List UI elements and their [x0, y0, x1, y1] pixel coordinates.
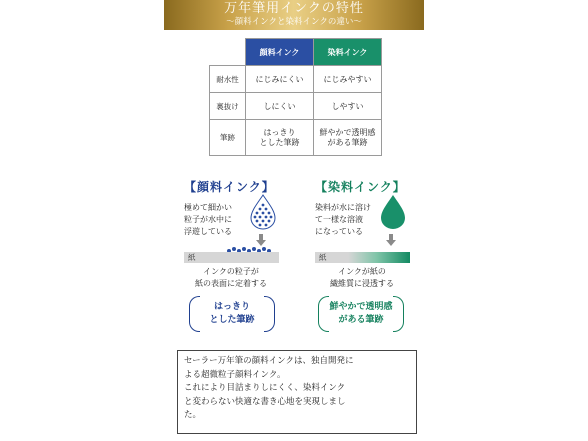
- page-subtitle: ～顔料インクと染料インクの違い～: [226, 17, 362, 27]
- callout-line: 鮮やかで透明感: [329, 302, 393, 312]
- title-banner: [164, 0, 424, 30]
- pigment-section-title: 【顔料インク】: [184, 180, 275, 194]
- dye-drop-icon: [378, 194, 408, 230]
- note-line: と変わらない快適な書き心地を実現しまし: [184, 396, 346, 407]
- description-line: 極めて細かい: [184, 203, 232, 212]
- note-line: た。: [184, 410, 202, 420]
- page-title: 万年筆用インクの特性: [224, 1, 364, 16]
- dye-result: [307, 266, 417, 290]
- dye-description: [315, 202, 371, 238]
- callout-line: はっきり: [213, 302, 250, 312]
- row-header-water-resistance: 耐水性: [210, 66, 246, 93]
- note-line: セーラー万年筆の顔料インクは、独自開発に: [184, 356, 354, 366]
- cell-dye-bleed-through: しやすい: [314, 93, 382, 120]
- cell-pigment-bleed-through: しにくい: [246, 93, 314, 120]
- callout-line: とした筆跡: [209, 315, 255, 325]
- down-arrow-head-icon: [386, 240, 396, 246]
- note-line: これにより目詰まりしにくく、染料インク: [184, 383, 346, 393]
- cell-line: とした筆跡: [259, 137, 300, 147]
- pigment-callout: [189, 296, 275, 332]
- table-row: [210, 93, 382, 120]
- result-line: 紙の表面に定着する: [195, 279, 267, 288]
- result-line: インクが紙の: [338, 267, 386, 276]
- pigment-description: [184, 202, 232, 238]
- comparison-table: [209, 38, 382, 156]
- description-line: 粒子が水中に: [184, 215, 232, 224]
- table-row: [210, 66, 382, 93]
- column-header-pigment: 顔料インク: [246, 39, 314, 66]
- cell-line: がある筆跡: [327, 137, 368, 147]
- description-line: 浮遊している: [184, 227, 232, 236]
- pigment-result: [176, 266, 286, 290]
- callout-line: がある筆跡: [338, 315, 384, 325]
- row-header-writing: 筆跡: [210, 120, 246, 156]
- result-line: インクの粒子が: [203, 267, 259, 276]
- cell-dye-water-resistance: にじみやすい: [314, 66, 382, 93]
- description-line: になっている: [315, 227, 363, 236]
- cell-line: 鮮やかで透明感: [319, 127, 376, 137]
- cell-line: はっきり: [263, 127, 296, 137]
- note-line: よる超微粒子顔料インク。: [184, 369, 286, 380]
- pigment-drop-icon: [248, 194, 278, 230]
- cell-dye-writing: [314, 120, 382, 156]
- dye-callout: [318, 296, 404, 332]
- description-line: て一様な溶液: [315, 215, 363, 224]
- table-row: [210, 120, 382, 156]
- dye-paper: 紙: [315, 252, 410, 263]
- cell-pigment-writing: [246, 120, 314, 156]
- cell-pigment-water-resistance: にじみにくい: [246, 66, 314, 93]
- row-header-bleed-through: 裏抜け: [210, 93, 246, 120]
- note-box: [177, 350, 417, 434]
- table-corner: [210, 39, 246, 66]
- dye-section-title: 【染料インク】: [315, 180, 406, 194]
- column-header-dye: 染料インク: [314, 39, 382, 66]
- result-line: 繊維質に浸透する: [330, 279, 394, 288]
- description-line: 染料が水に溶け: [315, 203, 371, 212]
- pigment-paper: 紙: [184, 252, 279, 263]
